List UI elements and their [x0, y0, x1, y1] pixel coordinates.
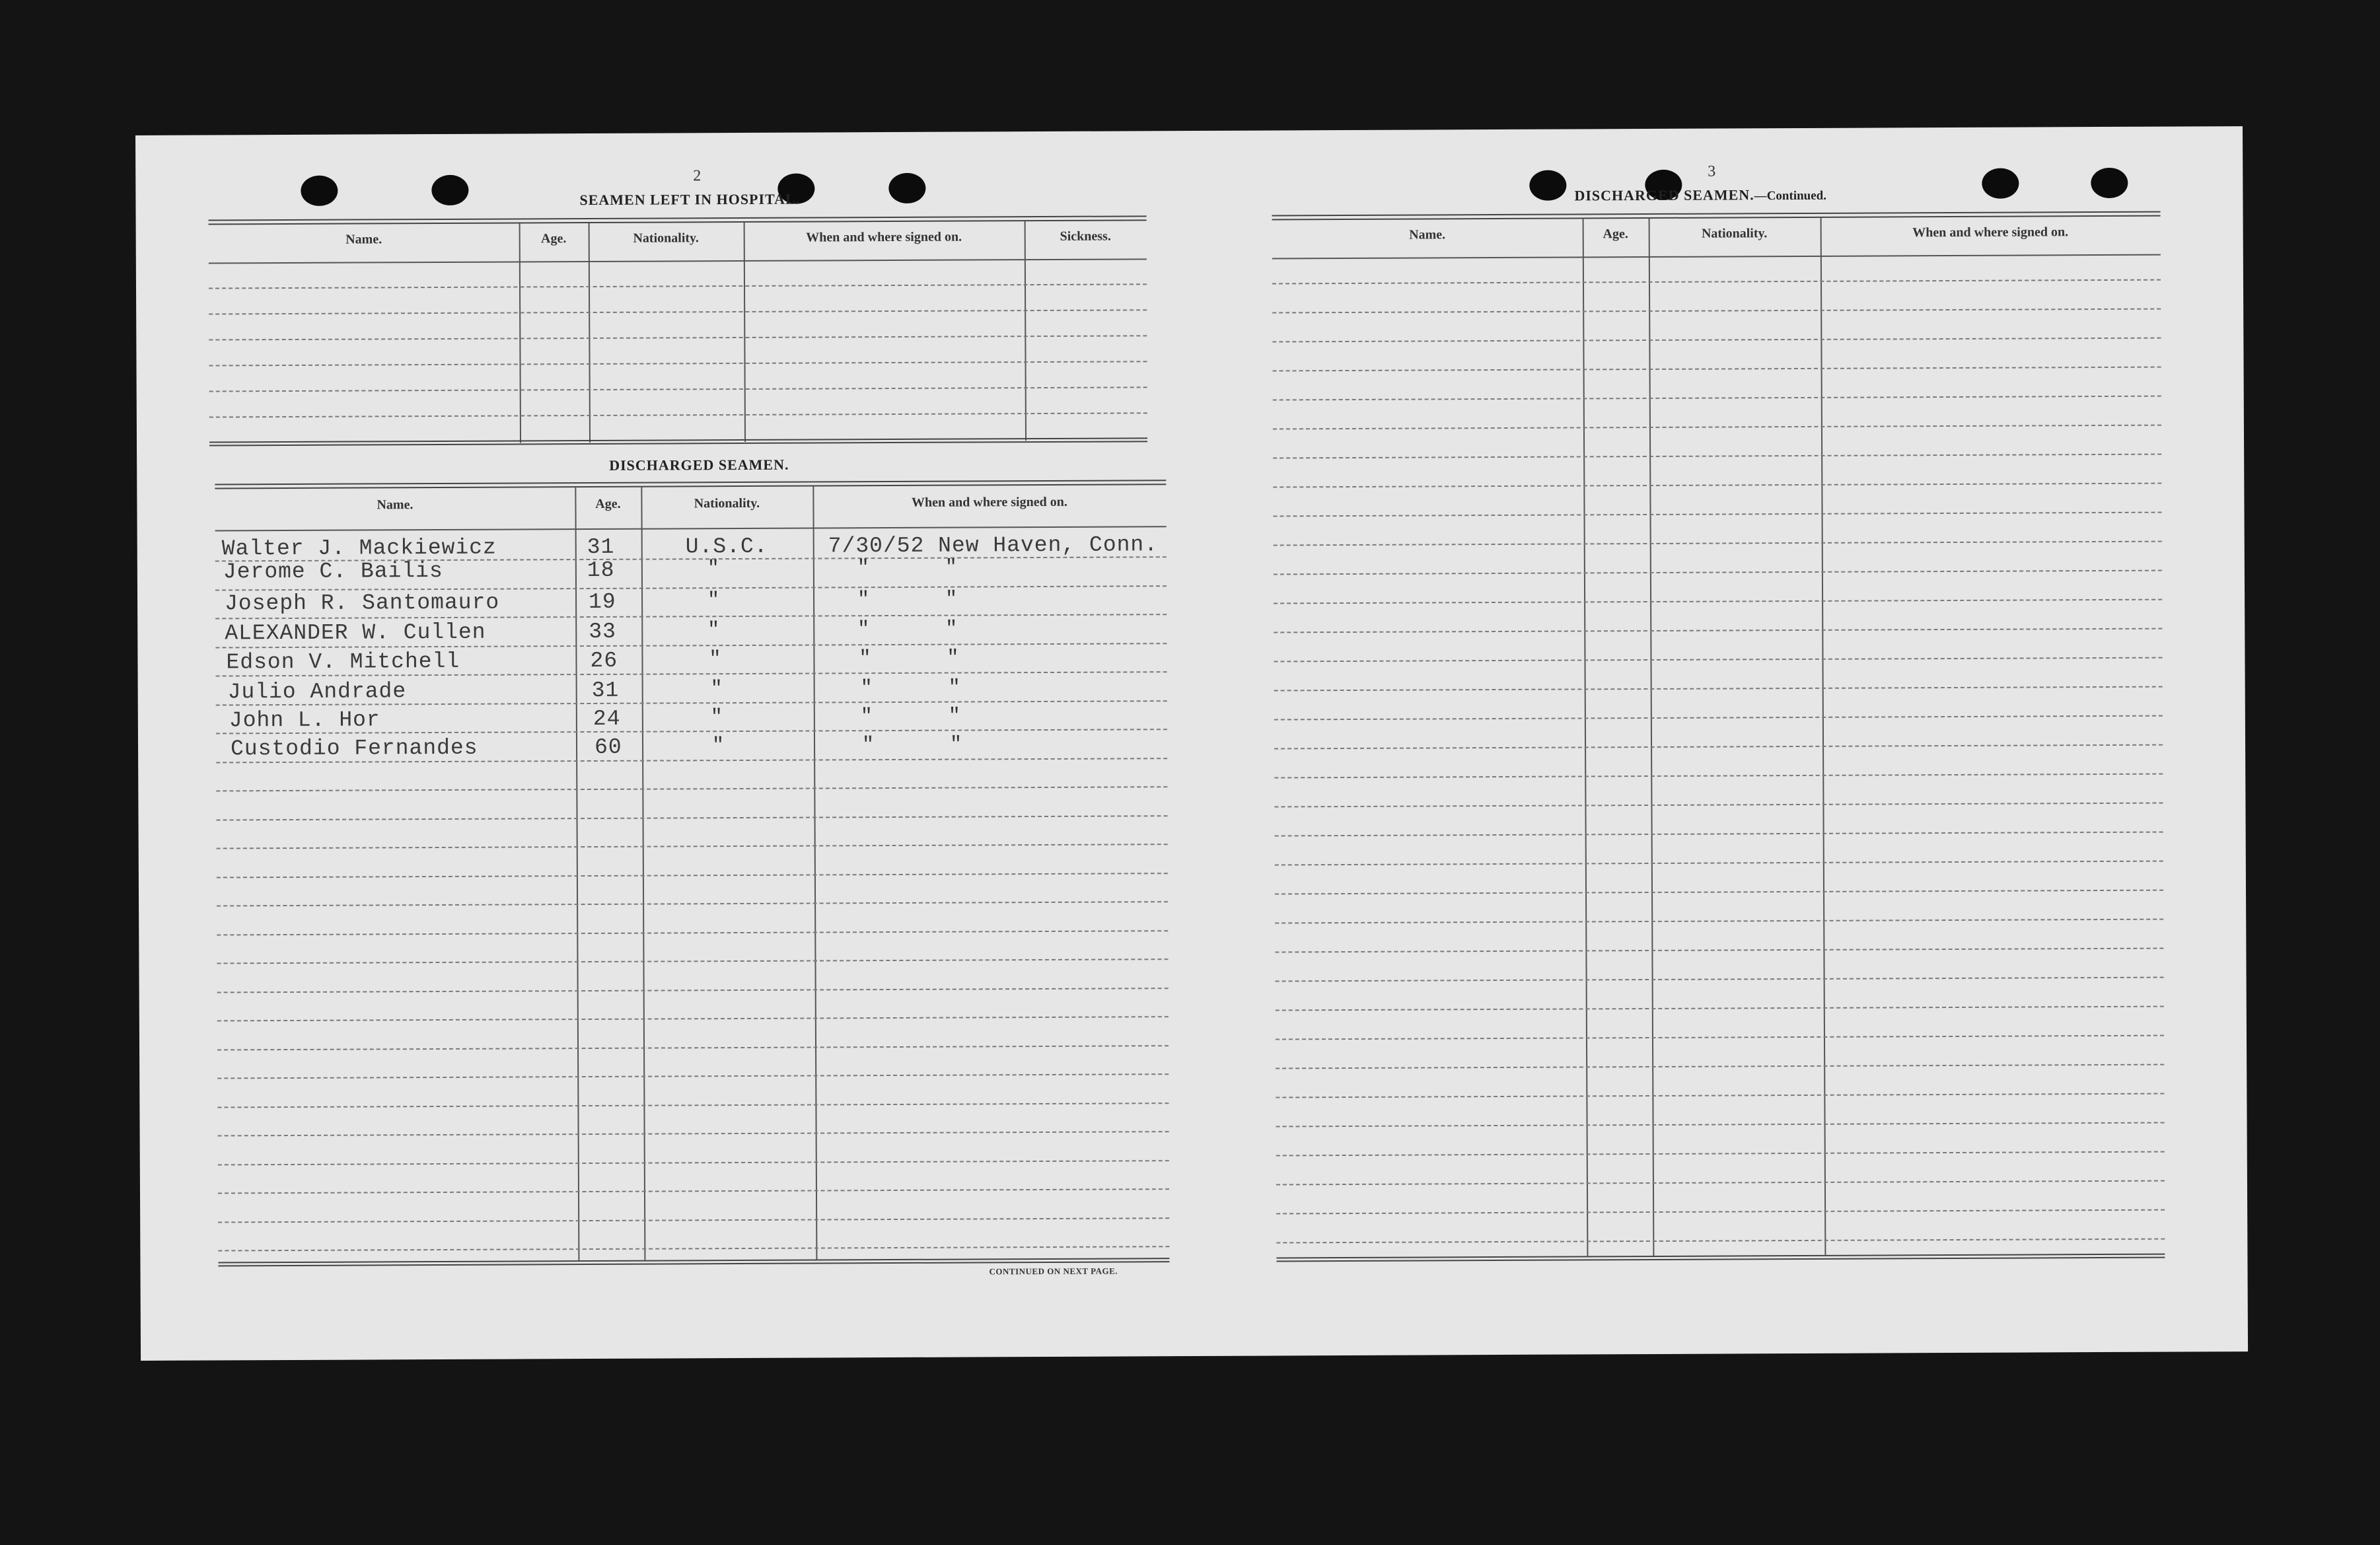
right-page-title: [1574, 186, 1826, 205]
ruled-line: [217, 1016, 1169, 1021]
document-sheet: [135, 126, 2248, 1361]
ruled-line: [1275, 919, 2163, 924]
ruled-line: [217, 1102, 1169, 1108]
continued-footnote: CONTINUED ON NEXT PAGE.: [989, 1266, 1118, 1277]
row3-name: Joseph R. Santomauro: [225, 590, 500, 616]
right-page-number: 3: [1708, 162, 1716, 180]
ruled-line: [1273, 483, 2161, 488]
row1-name: Walter J. Mackiewicz: [221, 535, 497, 561]
ruled-line: [1275, 948, 2163, 953]
punch-hole-5: [1529, 170, 1566, 201]
ruled-line: [1274, 715, 2163, 721]
ruled-line: [1273, 367, 2161, 372]
ruled-line: [1273, 454, 2161, 459]
ruled-line: [217, 1045, 1169, 1050]
cont-col-name: Name.: [1409, 227, 1446, 242]
ruled-line: [1276, 1209, 2165, 1215]
punch-hole-2: [431, 175, 468, 205]
hospital-col-sickness: Sickness.: [1060, 229, 1111, 244]
cont-col-signed-on: When and where signed on.: [1912, 225, 2069, 240]
discharged-col-signed-on: When and where signed on.: [911, 494, 1067, 510]
row3-signed-place: ": [945, 588, 958, 611]
ruled-line: [1274, 744, 2163, 750]
row8-age: 60: [594, 735, 622, 760]
hospital-col-name: Name.: [345, 232, 382, 247]
row7-age: 24: [593, 706, 621, 731]
ruled-line: [217, 873, 1168, 878]
cont-col-nationality: Nationality.: [1701, 226, 1768, 241]
row4-age: 33: [589, 619, 616, 645]
ruled-line: [215, 585, 1167, 591]
ruled-line: [1272, 308, 2161, 314]
left-page-number: 2: [693, 167, 702, 185]
punch-hole-8: [2091, 168, 2128, 198]
row7-nationality: ": [710, 706, 723, 729]
ruled-line: [217, 1073, 1169, 1079]
row6-name: Julio Andrade: [227, 679, 407, 705]
row3-age: 19: [589, 589, 616, 615]
row1-age: 31: [587, 534, 615, 560]
discharged-table: [215, 480, 1169, 1266]
discharged-continued-table: [1272, 211, 2165, 1262]
row6-signed-place: ": [948, 676, 960, 700]
row1-nationality: U.S.C.: [685, 534, 768, 559]
ruled-line: [1275, 832, 2163, 837]
ruled-line: [217, 930, 1168, 935]
ruled-line: [217, 901, 1168, 906]
ruled-line: [1276, 977, 2164, 982]
discharged-col-name: Name.: [377, 497, 414, 513]
row5-nationality: ": [709, 648, 721, 671]
ruled-line: [1275, 861, 2163, 866]
ruled-line: [1274, 541, 2162, 546]
ruled-line: [1275, 890, 2163, 895]
ruled-line: [1273, 396, 2161, 401]
ruled-line: [1272, 338, 2161, 343]
ruled-line: [1276, 1035, 2164, 1040]
row5-signed-place: ": [947, 647, 959, 670]
ruled-line: [1272, 279, 2161, 285]
row6-age: 31: [591, 678, 620, 703]
row4-signed-place: ": [945, 618, 958, 641]
discharged-col-nationality: Nationality.: [694, 495, 760, 511]
punch-hole-1: [301, 176, 338, 206]
ruled-line: [1274, 773, 2163, 779]
row2-signed-date: ": [857, 557, 869, 580]
ruled-line: [1274, 657, 2162, 663]
right-title-continued: —Continued.: [1754, 188, 1827, 203]
ruled-line: [1274, 570, 2162, 575]
row8-nationality: ": [711, 735, 725, 758]
ruled-line: [1276, 1239, 2165, 1244]
right-title-main: DISCHARGED SEAMEN.: [1574, 186, 1754, 204]
punch-hole-7: [1982, 168, 2019, 199]
ruled-line: [218, 1131, 1169, 1136]
ruled-line: [218, 1188, 1169, 1194]
ruled-line: [1276, 1122, 2165, 1128]
left-page: [135, 126, 2243, 1277]
ruled-line: [218, 1160, 1169, 1165]
discharged-section-title: DISCHARGED SEAMEN.: [609, 456, 789, 474]
ruled-line: [1276, 1093, 2164, 1098]
ruled-line: [217, 844, 1168, 849]
ruled-line: [217, 815, 1168, 820]
discharged-col-age: Age.: [595, 496, 621, 511]
row5-name: Edson V. Mitchell: [226, 649, 460, 675]
ruled-line: [1274, 628, 2162, 633]
ruled-line: [1276, 1151, 2165, 1157]
row7-signed-place: ": [948, 705, 960, 728]
hospital-col-age: Age.: [540, 231, 567, 246]
row5-age: 26: [590, 648, 618, 674]
row5-signed-date: ": [859, 647, 871, 670]
row8-signed-place: ": [949, 733, 962, 756]
punch-hole-4: [888, 173, 925, 203]
ruled-line: [218, 1246, 1169, 1251]
row3-nationality: ": [707, 589, 720, 612]
row4-name: ALEXANDER W. Cullen: [225, 620, 486, 646]
ruled-line: [1274, 803, 2163, 808]
row2-signed-place: ": [945, 556, 957, 579]
row2-name: Jerome C. Bailis: [223, 558, 443, 585]
hospital-col-signed-on: When and where signed on.: [806, 229, 962, 245]
row6-signed-date: ": [860, 677, 873, 700]
row6-nationality: ": [710, 678, 723, 701]
row2-nationality: ": [707, 557, 719, 581]
ruled-line: [1274, 599, 2162, 604]
hospital-col-nationality: Nationality.: [633, 231, 699, 246]
ruled-line: [1276, 1006, 2164, 1011]
ruled-line: [1276, 1064, 2164, 1069]
row4-nationality: ": [707, 619, 720, 642]
ruled-line: [217, 988, 1169, 993]
ruled-line: [1274, 686, 2163, 692]
ruled-line: [1276, 1180, 2165, 1186]
ruled-line: [216, 786, 1167, 791]
ruled-line: [218, 1217, 1169, 1223]
row1-signed-on: 7/30/52 New Haven, Conn.: [828, 532, 1159, 559]
hospital-section-title: SEAMEN LEFT IN HOSPITAL.: [579, 190, 801, 209]
row8-signed-date: ": [861, 734, 875, 757]
row7-name: John L. Hor: [229, 707, 380, 733]
cont-col-age: Age.: [1603, 227, 1628, 242]
row8-name: Custodio Fernandes: [230, 735, 478, 762]
hospital-table: [209, 215, 1147, 447]
ruled-line: [217, 958, 1168, 964]
ruled-line: [1274, 512, 2162, 517]
row7-signed-date: ": [860, 705, 873, 729]
row4-signed-date: ": [857, 618, 870, 641]
row2-age: 18: [587, 557, 615, 583]
row3-signed-date: ": [857, 589, 870, 612]
ruled-line: [1273, 425, 2161, 430]
